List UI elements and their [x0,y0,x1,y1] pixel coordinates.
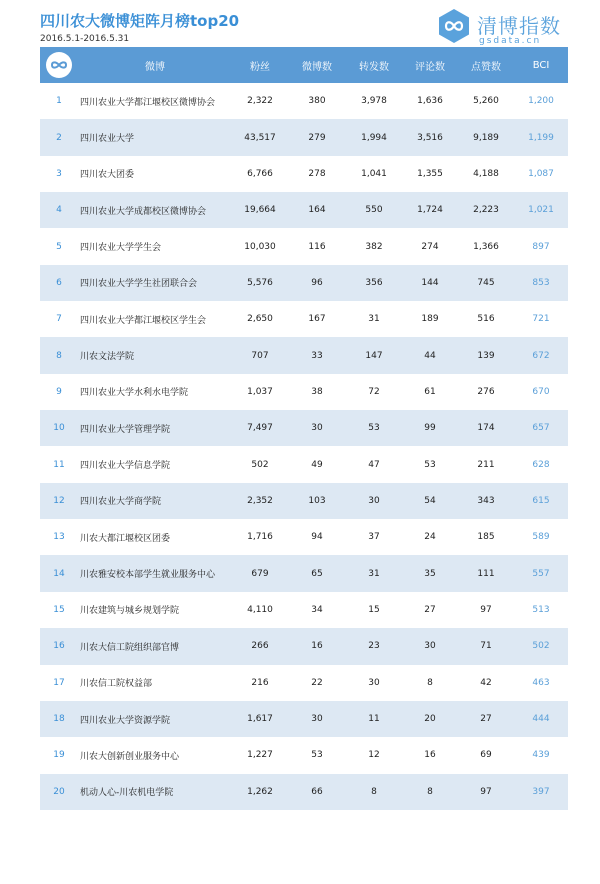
reposts-cell: 1,041 [361,168,387,179]
reposts-cell: 382 [365,241,383,252]
comments-cell: 99 [424,423,436,434]
bci-cell: 657 [532,423,550,434]
fans-cell: 1,262 [247,786,273,797]
account-name-cell: 四川农业大学商学院 [80,497,162,508]
comments-cell: 20 [424,714,436,725]
likes-cell: 71 [480,641,492,652]
table-row [40,192,568,228]
likes-cell: 745 [477,277,495,288]
reposts-cell: 23 [368,641,380,652]
likes-cell: 139 [477,350,495,361]
fans-cell: 266 [251,641,269,652]
posts-cell: 38 [311,386,323,397]
likes-cell: 4,188 [473,168,499,179]
bci-cell: 589 [532,532,550,543]
rank-cell: 19 [53,750,65,761]
table-row [40,156,568,192]
bci-cell: 1,087 [528,168,554,179]
comments-cell: 24 [424,532,436,543]
comments-cell: 8 [427,786,433,797]
posts-cell: 22 [311,677,323,688]
reposts-cell: 31 [368,568,380,579]
table-row [40,737,568,773]
comments-cell: 27 [424,604,436,615]
date-range: 2016.5.1-2016.5.31 [40,34,130,44]
likes-cell: 276 [477,386,495,397]
comments-cell: 8 [427,677,433,688]
posts-cell: 65 [311,568,323,579]
posts-cell: 30 [311,714,323,725]
table-row [40,665,568,701]
posts-cell: 164 [308,205,326,216]
rank-cell: 1 [56,96,62,107]
likes-cell: 516 [477,314,495,325]
table-row [40,774,568,810]
rank-cell: 16 [53,641,65,652]
comments-cell: 30 [424,641,436,652]
likes-cell: 343 [477,495,495,506]
bci-cell: 615 [532,495,550,506]
fans-cell: 679 [251,568,269,579]
fans-cell: 2,650 [247,314,273,325]
posts-cell: 66 [311,786,323,797]
account-name-cell: 四川农业大学资源学院 [80,715,171,726]
account-name-cell: 四川农业大学管理学院 [80,424,171,435]
posts-cell: 30 [311,423,323,434]
rank-cell: 3 [56,168,62,179]
infinity-logo-icon [46,52,72,78]
likes-cell: 1,366 [473,241,499,252]
bci-cell: 502 [532,641,550,652]
bci-cell: 1,199 [528,132,554,143]
reposts-cell: 53 [368,423,380,434]
hexagon-logo-icon [437,8,471,44]
account-name-cell: 川农建筑与城乡规划学院 [80,606,180,617]
header-bci: BCI [532,59,550,71]
table-row [40,519,568,555]
likes-cell: 27 [480,714,492,725]
likes-cell: 42 [480,677,492,688]
comments-cell: 44 [424,350,436,361]
posts-cell: 96 [311,277,323,288]
reposts-cell: 72 [368,386,380,397]
table-row [40,83,568,119]
posts-cell: 167 [308,314,326,325]
table-row [40,628,568,664]
fans-cell: 7,497 [247,423,273,434]
posts-cell: 94 [311,532,323,543]
comments-cell: 61 [424,386,436,397]
posts-cell: 53 [311,750,323,761]
comments-cell: 144 [421,277,439,288]
likes-cell: 5,260 [473,96,499,107]
reposts-cell: 550 [365,205,383,216]
bci-cell: 670 [532,386,550,397]
fans-cell: 1,617 [247,714,273,725]
rank-cell: 2 [56,132,62,143]
account-name-cell: 川农文法学院 [80,352,135,363]
bci-cell: 628 [532,459,550,470]
likes-cell: 111 [477,568,495,579]
table-row [40,374,568,410]
header-weibo: 微博 [145,61,165,73]
table-row [40,301,568,337]
header-comments: 评论数 [415,61,445,73]
comments-cell: 274 [421,241,439,252]
reposts-cell: 31 [368,314,380,325]
table-row [40,119,568,155]
rank-cell: 8 [56,350,62,361]
comments-cell: 189 [421,314,439,325]
fans-cell: 6,766 [247,168,273,179]
account-name-cell: 四川农业大学都江堰校区微博协会 [80,97,216,108]
likes-cell: 97 [480,604,492,615]
account-name-cell: 四川农业大学都江堰校区学生会 [80,315,207,326]
posts-cell: 278 [308,168,326,179]
table-row [40,337,568,373]
account-name-cell: 四川农业大学成都校区微博协会 [80,206,207,217]
reposts-cell: 15 [368,604,380,615]
posts-cell: 34 [311,604,323,615]
rank-cell: 18 [53,714,65,725]
posts-cell: 116 [308,241,326,252]
rank-cell: 5 [56,241,62,252]
account-name-cell: 川农雅安校本部学生就业服务中心 [80,570,216,581]
likes-cell: 9,189 [473,132,499,143]
comments-cell: 35 [424,568,436,579]
rank-cell: 13 [53,532,65,543]
header-fans: 粉丝 [250,61,270,73]
bci-cell: 513 [532,604,550,615]
account-name-cell: 川农信工院权益部 [80,679,153,690]
likes-cell: 185 [477,532,495,543]
comments-cell: 53 [424,459,436,470]
rank-cell: 6 [56,277,62,288]
account-name-cell: 川农大创新创业服务中心 [80,751,180,762]
reposts-cell: 356 [365,277,383,288]
posts-cell: 16 [311,641,323,652]
brand-domain: gsdata.cn [479,36,542,46]
account-name-cell: 四川农业大学学生社团联合会 [80,279,198,290]
table-row [40,265,568,301]
reposts-cell: 30 [368,677,380,688]
bci-cell: 444 [532,714,550,725]
fans-cell: 1,716 [247,532,273,543]
reposts-cell: 3,978 [361,96,387,107]
table-header-row [40,47,568,83]
account-name-cell: 四川农业大学信息学院 [80,461,171,472]
fans-cell: 43,517 [244,132,276,143]
reposts-cell: 147 [365,350,383,361]
likes-cell: 2,223 [473,205,499,216]
posts-cell: 33 [311,350,323,361]
fans-cell: 1,037 [247,386,273,397]
comments-cell: 54 [424,495,436,506]
table-row [40,592,568,628]
comments-cell: 16 [424,750,436,761]
fans-cell: 2,322 [247,96,273,107]
fans-cell: 2,352 [247,495,273,506]
bci-cell: 557 [532,568,550,579]
comments-cell: 1,636 [417,96,443,107]
table-row [40,228,568,264]
table-row [40,410,568,446]
reposts-cell: 12 [368,750,380,761]
reposts-cell: 8 [371,786,377,797]
posts-cell: 103 [308,495,326,506]
bci-cell: 672 [532,350,550,361]
fans-cell: 4,110 [247,604,273,615]
ranking-table [40,47,568,810]
bci-cell: 853 [532,277,550,288]
table-row [40,446,568,482]
fans-cell: 216 [251,677,269,688]
account-name-cell: 川农大信工院组织部官博 [80,642,180,653]
rank-cell: 14 [53,568,65,579]
bci-cell: 439 [532,750,550,761]
comments-cell: 3,516 [417,132,443,143]
bci-cell: 463 [532,677,550,688]
rank-cell: 17 [53,677,65,688]
table-row [40,483,568,519]
comments-cell: 1,355 [417,168,443,179]
rank-cell: 12 [53,495,65,506]
reposts-cell: 11 [368,714,380,725]
fans-cell: 1,227 [247,750,273,761]
bci-cell: 897 [532,241,550,252]
rank-cell: 4 [56,205,62,216]
account-name-cell: 四川农业大学水利水电学院 [80,388,189,399]
header-logo-cell [40,47,78,83]
header-reposts: 转发数 [359,61,389,73]
fans-cell: 5,576 [247,277,273,288]
reposts-cell: 30 [368,495,380,506]
posts-cell: 279 [308,132,326,143]
rank-cell: 9 [56,386,62,397]
table-row [40,701,568,737]
header-likes: 点赞数 [471,61,501,73]
account-name-cell: 川农大都江堰校区团委 [80,533,171,544]
fans-cell: 10,030 [244,241,276,252]
account-name-cell: 四川农业大学学生会 [80,243,162,254]
bci-cell: 1,021 [528,205,554,216]
posts-cell: 380 [308,96,326,107]
bci-cell: 397 [532,786,550,797]
account-name-cell: 机动人心-川农机电学院 [80,788,174,799]
likes-cell: 211 [477,459,495,470]
reposts-cell: 37 [368,532,380,543]
rank-cell: 15 [53,604,65,615]
fans-cell: 19,664 [244,205,276,216]
header-posts: 微博数 [302,61,332,73]
page-title: 四川农大微博矩阵月榜top20 [40,12,240,30]
rank-cell: 20 [53,786,65,797]
fans-cell: 707 [251,350,269,361]
likes-cell: 69 [480,750,492,761]
fans-cell: 502 [251,459,269,470]
account-name-cell: 四川农大团委 [80,170,135,181]
rank-cell: 11 [53,459,65,470]
bci-cell: 721 [532,314,550,325]
likes-cell: 97 [480,786,492,797]
comments-cell: 1,724 [417,205,443,216]
account-name-cell: 四川农业大学 [80,134,135,145]
rank-cell: 10 [53,423,65,434]
table-row [40,555,568,591]
brand-logo-block [437,8,567,48]
likes-cell: 174 [477,423,495,434]
brand-name: 清博指数 [477,14,561,38]
posts-cell: 49 [311,459,323,470]
bci-cell: 1,200 [528,96,554,107]
reposts-cell: 1,994 [361,132,387,143]
reposts-cell: 47 [368,459,380,470]
rank-cell: 7 [56,314,62,325]
